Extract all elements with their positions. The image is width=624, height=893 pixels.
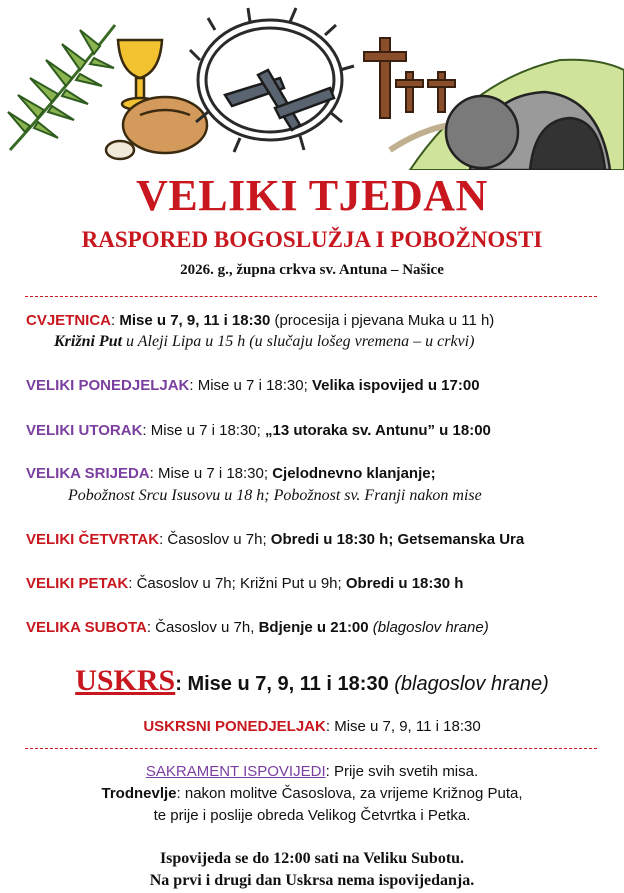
divider-bottom (25, 748, 597, 749)
palm-branch-icon (8, 25, 115, 150)
bread-icon (106, 97, 207, 159)
schedule-uskrsni-ponedjeljak: USKRSNI PONEDJELJAK: Mise u 7, 9, 11 i 18:30 (143, 718, 481, 735)
schedule-cetvrtak: VELIKI ČETVRTAK: Časoslov u 7h; Obredi u 18:30 h; Getsemanska Ura (26, 531, 525, 548)
divider-top (25, 296, 597, 297)
day-label: USKRSNI PONEDJELJAK (143, 718, 326, 735)
schedule-srijeda-line2: Pobožnost Srcu Isusovu u 18 h; Pobožnost sv. Franji nakon mise (68, 487, 482, 504)
schedule-petak: VELIKI PETAK: Časoslov u 7h; Križni Put u 9h; Obredi u 18:30 h (26, 575, 464, 592)
day-label: VELIKI UTORAK (26, 422, 143, 439)
day-label: VELIKA SUBOTA (26, 619, 147, 636)
holy-week-illustration (0, 0, 624, 170)
schedule-utorak: VELIKI UTORAK: Mise u 7 i 18:30; „13 utoraka sv. Antunu” u 18:00 (26, 422, 491, 439)
page-subtitle: RASPORED BOGOSLUŽJA I POBOŽNOSTI (81, 227, 543, 252)
confession-triduum-line2: te prije i poslije obreda Velikog Četvrtka i Petka. (153, 807, 471, 824)
confession-note-2: Na prvi i drugi dan Uskrsa nema ispovijedanja. (149, 872, 475, 889)
schedule-srijeda: VELIKA SRIJEDA: Mise u 7 i 18:30; Cjelodnevno klanjanje; (26, 465, 436, 482)
schedule-cvjetnica: CVJETNICA: Mise u 7, 9, 11 i 18:30 (procesija i pjevana Muka u 11 h) (26, 312, 495, 329)
confession-heading: SAKRAMENT ISPOVIJEDI: Prije svih svetih misa. (145, 763, 479, 780)
schedule-uskrs: USKRS: Mise u 7, 9, 11 i 18:30 (blagoslov hrane) (75, 664, 549, 697)
three-crosses-icon (364, 38, 455, 118)
day-label: VELIKI PETAK (26, 575, 129, 592)
day-label: USKRS (75, 664, 176, 697)
day-label: VELIKA SRIJEDA (26, 465, 150, 482)
confession-note-1: Ispovijeda se do 12:00 sati na Veliku Subotu. (159, 850, 465, 867)
schedule-ponedjeljak: VELIKI PONEDJELJAK: Mise u 7 i 18:30; Velika ispovijed u 17:00 (26, 377, 480, 394)
nails-icon (225, 70, 334, 130)
day-label: CVJETNICA (26, 312, 112, 329)
page-title: VELIKI TJEDAN (136, 171, 488, 220)
day-label: VELIKI PONEDJELJAK (26, 377, 190, 394)
schedule-subota: VELIKA SUBOTA: Časoslov u 7h, Bdjenje u 21:00 (blagoslov hrane) (26, 619, 489, 636)
day-label: VELIKI ČETVRTAK (26, 531, 160, 548)
confession-triduum: Trodnevlje: nakon molitve Časoslova, za vrijeme Križnog Puta, (101, 785, 523, 802)
year-and-church: 2026. g., župna crkva sv. Antuna – Našice (180, 262, 444, 278)
schedule-cvjetnica-line2: Križni Put u Aleji Lipa u 15 h (u slučaju lošeg vremena – u crkvi) (54, 333, 475, 350)
